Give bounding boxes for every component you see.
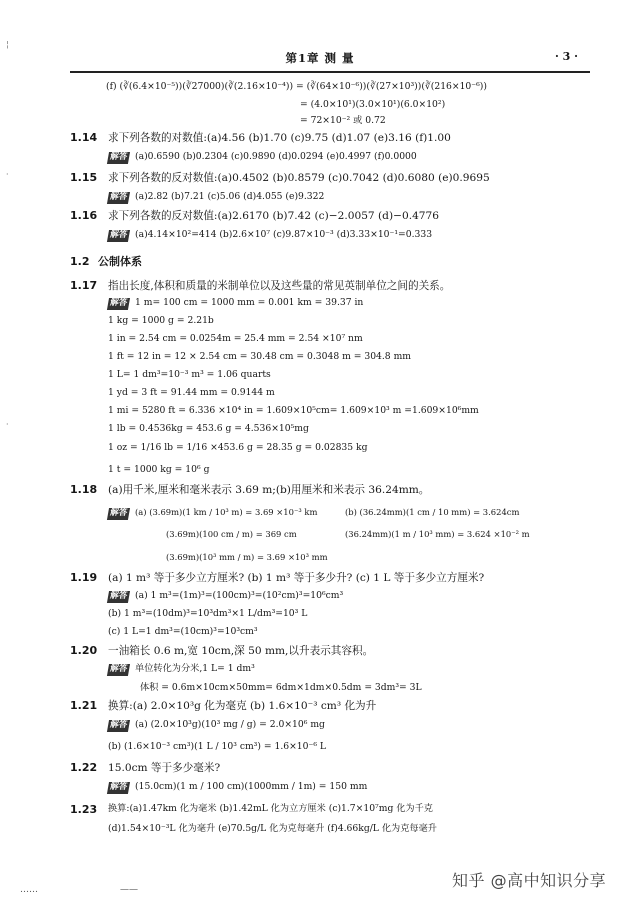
- problem-number: 1.18: [70, 483, 98, 496]
- solution-line: [108, 782, 367, 794]
- solution-text: (3.69m)(10³ mm / m) = 3.69 ×10³ mm: [166, 552, 328, 562]
- solution-label: 解答: [107, 720, 130, 732]
- solution-label: 解答: [107, 591, 130, 603]
- solution-line: [108, 298, 363, 310]
- problem-text: 求下列各数的反对数值:(a)2.6170 (b)7.42 (c)−2.0057 (d)−0.4776: [108, 210, 440, 222]
- solution-text: 1 m= 100 cm = 1000 mm = 0.001 km = 39.37 in: [135, 297, 364, 308]
- solution-text: 1 yd = 3 ft = 91.44 mm = 0.9144 m: [108, 387, 275, 398]
- solution-text: 1 ft = 12 in = 12 × 2.54 cm = 30.48 cm = 0.3048 m = 304.8 mm: [108, 351, 411, 362]
- section-number: 1.2: [70, 255, 90, 268]
- solution-line: [108, 152, 417, 164]
- solution-line: [108, 230, 432, 242]
- solution-text: 1 L= 1 dm³=10⁻³ m³ = 1.06 quarts: [108, 369, 271, 380]
- problem-number: 1.22: [70, 761, 98, 774]
- scan-mark: ……: [20, 885, 38, 895]
- solution-text: 1 oz = 1/16 lb = 1/16 ×453.6 g = 28.35 g = 0.02835 kg: [108, 442, 368, 453]
- problem-text: 指出长度,体积和质量的米制单位以及这些量的常见英制单位之间的关系。: [108, 280, 451, 292]
- problem-number: 1.15: [70, 171, 98, 184]
- problem-text: (a)用千米,厘米和毫米表示 3.69 m;(b)用厘米和米表示 36.24mm。: [108, 484, 430, 496]
- section-title: 公制体系: [98, 255, 142, 268]
- solution-line: [108, 591, 343, 603]
- problem-text: 求下列各数的反对数值:(a)0.4502 (b)0.8579 (c)0.7042 (d)0.6080 (e)0.9695: [108, 172, 490, 184]
- solution-label: 解答: [107, 298, 130, 310]
- problem-text: (a) 1 m³ 等于多少立方厘米? (b) 1 m³ 等于多少升? (c) 1 L 等于多少立方厘米?: [108, 572, 485, 584]
- problem-number: 1.20: [70, 644, 98, 657]
- solution-text: (a) (2.0×10³g)(10³ mg / g) = 2.0×10⁶ mg: [135, 719, 325, 730]
- problem-text: 一油箱长 0.6 m,宽 10cm,深 50 mm,以升表示其容积。: [108, 645, 374, 657]
- problem-number: 1.16: [70, 209, 98, 222]
- scan-mark: ¦: [6, 40, 9, 49]
- solution-text: (a) 1 m³=(1m)³=(100cm)³=(10²cm)³=10⁶cm³: [135, 590, 344, 601]
- scan-mark: ·: [6, 420, 9, 429]
- f-eq1-line: = (4.0×10¹)(3.0×10¹)(6.0×10²): [300, 99, 446, 110]
- problem-text: (d)1.54×10⁻³L 化为毫升 (e)70.5g/L 化为克每毫升 (f)4.66kg/L 化为克每毫升: [108, 823, 437, 834]
- page-number: · 3 ·: [555, 50, 578, 63]
- problem-number: 1.21: [70, 699, 98, 712]
- solution-text: (a) (3.69m)(1 km / 10³ m) = 3.69 ×10⁻³ km: [135, 507, 318, 517]
- scan-mark: ·: [6, 170, 9, 179]
- header-rule: [70, 71, 590, 73]
- solution-text: (a)4.14×10²=414 (b)2.6×10⁷ (c)9.87×10⁻³ (d)3.33×10⁻¹=0.333: [135, 229, 433, 240]
- scan-mark: ——: [120, 885, 138, 895]
- solution-text: (36.24mm)(1 m / 10³ mm) = 3.624 ×10⁻² m: [345, 529, 530, 539]
- solution-text: (a)2.82 (b)7.21 (c)5.06 (d)4.055 (e)9.322: [135, 191, 325, 202]
- solution-text: (15.0cm)(1 m / 100 cm)(1000mm / 1m) = 150 mm: [135, 781, 368, 792]
- solution-text: 1 mi = 5280 ft = 6.336 ×10⁴ in = 1.609×10⁵cm= 1.609×10³ m =1.609×10⁶mm: [108, 405, 479, 416]
- solution-text: (b) (36.24mm)(1 cm / 10 mm) = 3.624cm: [345, 507, 520, 517]
- chapter-header: 第1章 测 量: [285, 51, 355, 65]
- solution-text: (3.69m)(100 cm / m) = 369 cm: [166, 529, 297, 539]
- solution-label: 解答: [107, 782, 130, 794]
- watermark: 知乎 @高中知识分享: [452, 871, 607, 890]
- f-eq2-line: = 72×10⁻² 或 0.72: [300, 115, 386, 126]
- solution-label: 解答: [107, 508, 130, 520]
- f-part-line: (f) (∛(6.4×10⁻⁵))(∛27000)(∛(2.16×10⁻⁴)) = (∛(64×10⁻⁶))(∛(27×10³))(∛(216×10⁻⁶)): [106, 81, 487, 92]
- solution-label: 解答: [107, 192, 130, 204]
- solution-label: 解答: [107, 152, 130, 164]
- solution-line: [108, 508, 317, 520]
- solution-text: 1 kg = 1000 g = 2.21b: [108, 315, 214, 326]
- solution-line: [108, 664, 255, 676]
- solution-text: (a)0.6590 (b)0.2304 (c)0.9890 (d)0.0294 (e)0.4997 (f)0.0000: [135, 151, 417, 162]
- solution-line: [108, 192, 324, 204]
- problem-number: 1.19: [70, 571, 98, 584]
- solution-text: 单位转化为分米,1 L= 1 dm³: [135, 663, 255, 674]
- solution-text: (c) 1 L=1 dm³=(10cm)³=10³cm³: [108, 626, 258, 637]
- problem-number: 1.23: [70, 803, 98, 816]
- solution-line: [108, 720, 325, 732]
- problem-text: 求下列各数的对数值:(a)4.56 (b)1.70 (c)9.75 (d)1.07 (e)3.16 (f)1.00: [108, 132, 451, 144]
- problem-number: 1.17: [70, 279, 98, 292]
- solution-text: 体积 = 0.6m×10cm×50mm= 6dm×1dm×0.5dm = 3dm³= 3L: [140, 682, 422, 693]
- solution-text: (b) (1.6×10⁻³ cm³)(1 L / 10³ cm³) = 1.6×10⁻⁶ L: [108, 741, 327, 752]
- solution-text: 1 t = 1000 kg = 10⁶ g: [108, 464, 210, 475]
- problem-text: 换算:(a) 2.0×10³g 化为毫克 (b) 1.6×10⁻³ cm³ 化为升: [108, 700, 377, 712]
- solution-text: 1 in = 2.54 cm = 0.0254m = 25.4 mm = 2.54 ×10⁷ nm: [108, 333, 363, 344]
- problem-number: 1.14: [70, 131, 98, 144]
- solution-label: 解答: [107, 664, 130, 676]
- solution-text: (b) 1 m³=(10dm)³=10³dm³×1 L/dm³=10³ L: [108, 608, 308, 619]
- problem-text: 换算:(a)1.47km 化为毫米 (b)1.42mL 化为立方厘米 (c)1.7×10⁷mg 化为千克: [108, 803, 433, 814]
- solution-label: 解答: [107, 230, 130, 242]
- solution-text: 1 lb = 0.4536kg = 453.6 g = 4.536×10⁵mg: [108, 423, 309, 434]
- problem-text: 15.0cm 等于多少毫米?: [108, 762, 221, 774]
